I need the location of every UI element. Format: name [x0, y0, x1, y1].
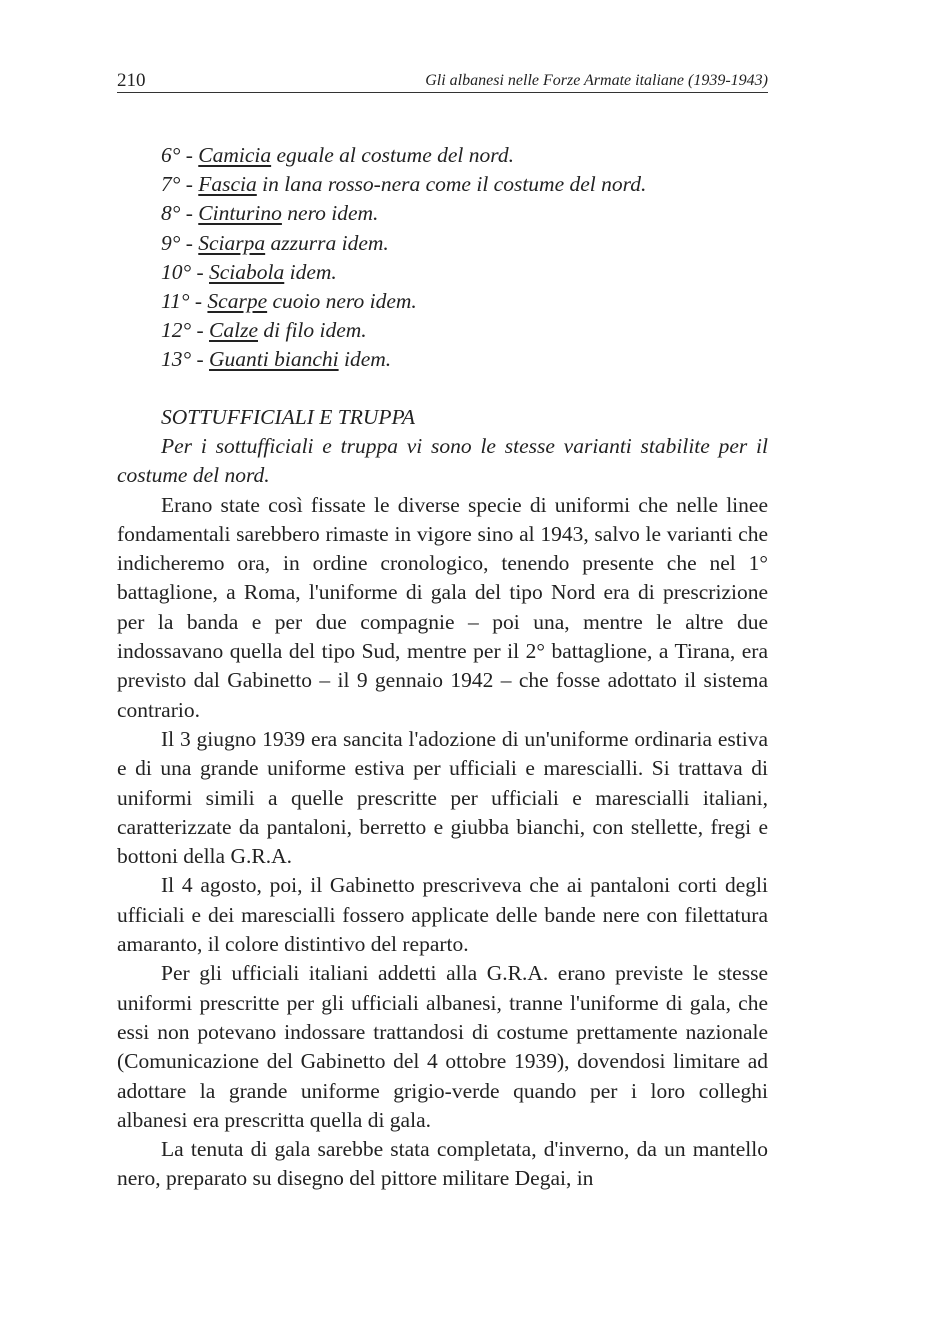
- item-term: Camicia: [198, 143, 272, 167]
- running-title: Gli albanesi nelle Forze Armate italiane (1939-1943): [425, 72, 768, 89]
- list-item: [161, 170, 781, 199]
- list-item: [161, 345, 781, 374]
- item-number: 7° -: [161, 172, 199, 197]
- paragraph: Erano state così fissate le diverse specie di uniformi che nelle linee fondamentali sarebbero rimaste in vigore sino al 1943, salvo le varianti che indicheremo ora, in ordine cronologico, tenendo presente che nel 1° battaglione, a Roma, l'uniforme di gala del tipo Nord era di prescrizione per la banda e per due compagnie – poi una, mentre le altre due indossavano quella del tipo Sud, mentre per il 2° battaglione, a Tirana, era previsto dal Gabinetto – il 9 gennaio 1942 – che fosse adottato il sistema contrario.: [117, 492, 768, 722]
- item-number: 12° -: [161, 318, 210, 343]
- uniform-items-list: [161, 141, 781, 375]
- paragraph: Per gli ufficiali italiani addetti alla G.R.A. erano previste le stesse uniformi prescritte per gli ufficiali albanesi, tranne l'uniforme di gala, che essi non potevano indossare trattandosi di costume prettamente nazionale (Comunicazione del Gabinetto del 4 ottobre 1939), dovendosi limitare ad adottare la grande uniforme grigio-verde quando per i loro colleghi albanesi era prescritta quella di gala.: [117, 961, 768, 1132]
- item-number: 13° -: [161, 347, 210, 372]
- item-term: Guanti bianchi: [209, 347, 339, 372]
- item-term: Sciarpa: [198, 230, 266, 255]
- item-description: idem.: [284, 259, 337, 284]
- paragraph: Il 4 agosto, poi, il Gabinetto prescriveva che ai pantaloni corti degli ufficiali e dei marescialli fossero applicate delle bande nere con filettatura amaranto, il colore distintivo del reparto.: [117, 873, 768, 957]
- item-description: cuoio nero idem.: [267, 289, 417, 314]
- item-description: nero idem.: [281, 201, 379, 226]
- list-item: [161, 316, 781, 345]
- item-number: 6° -: [161, 143, 199, 167]
- body-text: [117, 432, 768, 1194]
- section-heading: SOTTUFFICIALI E TRUPPA: [161, 405, 416, 429]
- list-item: [161, 229, 781, 258]
- page-number: 210: [117, 70, 146, 91]
- item-number: 10° -: [161, 259, 210, 284]
- item-description: in lana rosso-nera come il costume del nord.: [256, 172, 647, 197]
- item-number: 8° -: [161, 201, 199, 226]
- item-term: Fascia: [198, 172, 257, 197]
- item-description: di filo idem.: [258, 318, 367, 343]
- item-description: azzurra idem.: [265, 230, 389, 255]
- item-term: Sciabola: [209, 259, 285, 284]
- list-item: [161, 258, 781, 287]
- paragraph: La tenuta di gala sarebbe stata completata, d'inverno, da un mantello nero, preparato su disegno del pittore militare Degai, in: [117, 1137, 768, 1191]
- item-number: 11° -: [161, 289, 208, 314]
- page-header: [117, 70, 768, 93]
- paragraph: Per i sottufficiali e truppa vi sono le stesse varianti stabilite per il costume del nord.: [117, 434, 768, 488]
- item-term: Scarpe: [207, 289, 268, 314]
- paragraph: Il 3 giugno 1939 era sancita l'adozione di un'uniforme ordinaria estiva e di una grande uniforme estiva per ufficiali e marescialli. Si trattava di uniformi simili a quelle prescritte per ufficiali e marescialli italiani, caratterizzate da pantaloni, berretto e giubba bianchi, con stellette, fregi e bottoni della G.R.A.: [117, 726, 768, 869]
- item-term: Cinturino: [198, 201, 282, 226]
- item-description: idem.: [338, 347, 392, 372]
- item-term: Calze: [209, 318, 258, 343]
- list-item: [161, 199, 781, 228]
- item-description: eguale al costume del nord.: [271, 143, 514, 167]
- list-item: [161, 287, 781, 316]
- item-number: 9° -: [161, 230, 199, 255]
- list-item: [161, 141, 781, 170]
